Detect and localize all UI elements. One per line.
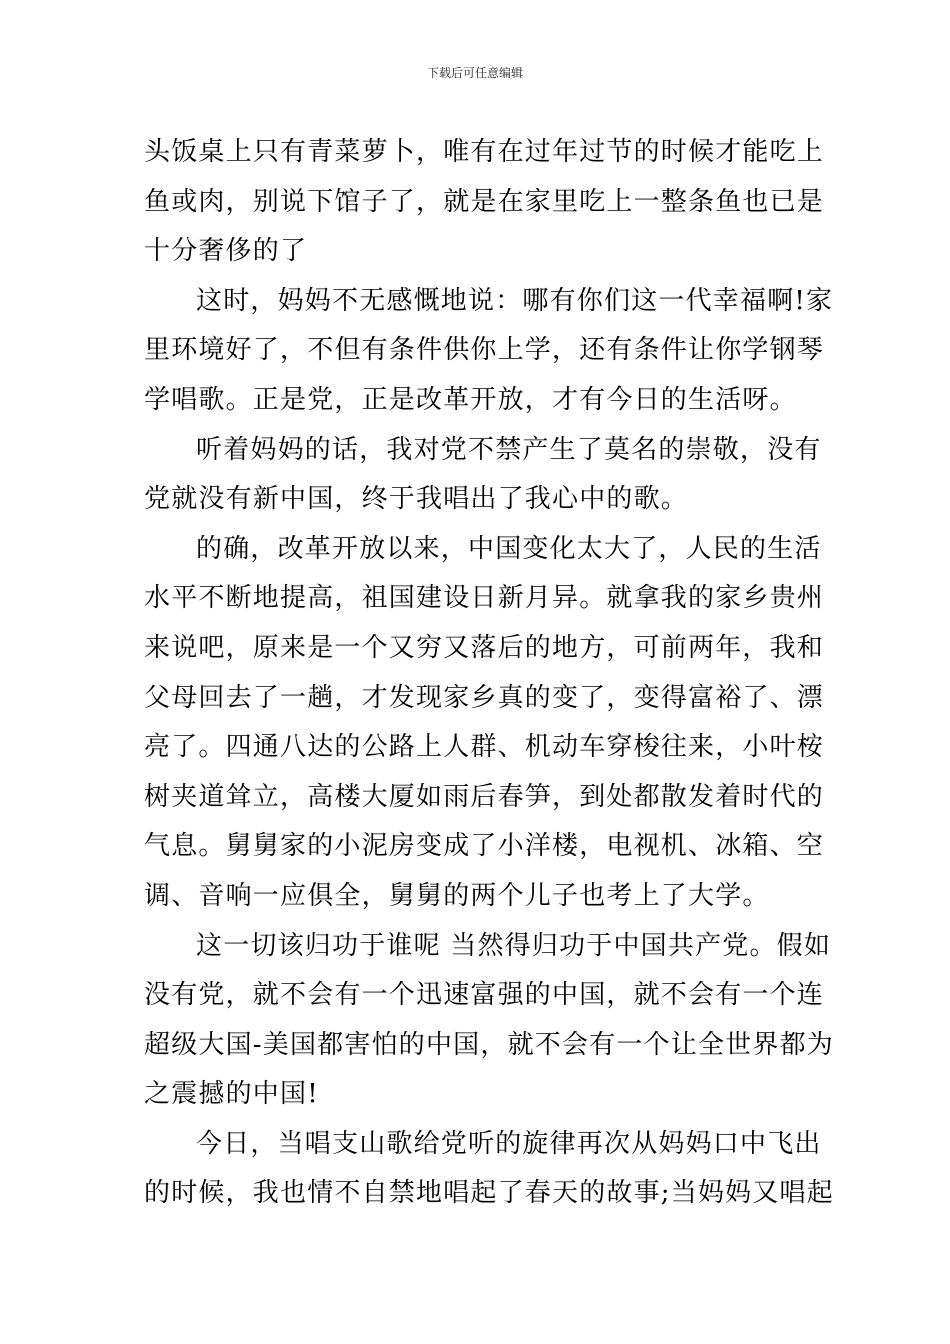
text-line: 的时候，我也情不自禁地唱起了春天的故事;当妈妈又唱起 <box>144 1178 834 1209</box>
paragraph-first-line: 的确，改革开放以来，中国变化太大了，人民的生活 <box>196 533 822 564</box>
paragraph-first-line: 这一切该归功于谁呢 当然得归功于中国共产党。假如 <box>196 930 832 961</box>
text-line: 来说吧，原来是一个又穷又落后的地方，可前两年，我和 <box>144 632 825 663</box>
text-line: 十分奢侈的了 <box>144 236 308 267</box>
text-line: 里环境好了，不但有条件供你上学，还有条件让你学钢琴 <box>144 335 825 366</box>
text-line: 调、音响一应俱全，舅舅的两个儿子也考上了大学。 <box>144 880 770 911</box>
text-line: 树夹道耸立，高楼大厦如雨后春笋，到处都散发着时代的 <box>144 781 825 812</box>
paragraph-first-line: 今日，当唱支山歌给党听的旋律再次从妈妈口中飞出 <box>196 1128 822 1159</box>
text-line: 没有党，就不会有一个迅速富强的中国，就不会有一个连 <box>144 980 825 1011</box>
text-line: 之震撼的中国! <box>144 1079 319 1110</box>
document-body <box>144 128 834 1219</box>
text-line: 学唱歌。正是党，正是改革开放，才有今日的生活呀。 <box>144 384 797 415</box>
text-line: 水平不断地提高，祖国建设日新月异。就拿我的家乡贵州 <box>144 583 825 614</box>
page-header: 下载后可任意编辑 <box>426 66 523 80</box>
text-line: 头饭桌上只有青菜萝卜，唯有在过年过节的时候才能吃上 <box>144 137 825 167</box>
paragraph-first-line: 听着妈妈的话，我对党不禁产生了莫名的崇敬，没有 <box>196 434 822 465</box>
paragraph-first-line: 这时，妈妈不无感慨地说：哪有你们这一代幸福啊!家 <box>196 285 834 316</box>
text-line: 气息。舅舅家的小泥房变成了小洋楼，电视机、冰箱、空 <box>144 831 825 862</box>
text-line: 亮了。四通八达的公路上人群、机动车穿梭往来，小叶桉 <box>144 732 825 763</box>
text-line: 鱼或肉，别说下馆子了，就是在家里吃上一整条鱼也已是 <box>144 186 825 217</box>
text-line: 父母回去了一趟，才发现家乡真的变了，变得富裕了、漂 <box>144 682 825 713</box>
text-line: 党就没有新中国，终于我唱出了我心中的歌。 <box>144 484 689 515</box>
text-line: 超级大国-美国都害怕的中国，就不会有一个让全世界都为 <box>144 1029 834 1060</box>
